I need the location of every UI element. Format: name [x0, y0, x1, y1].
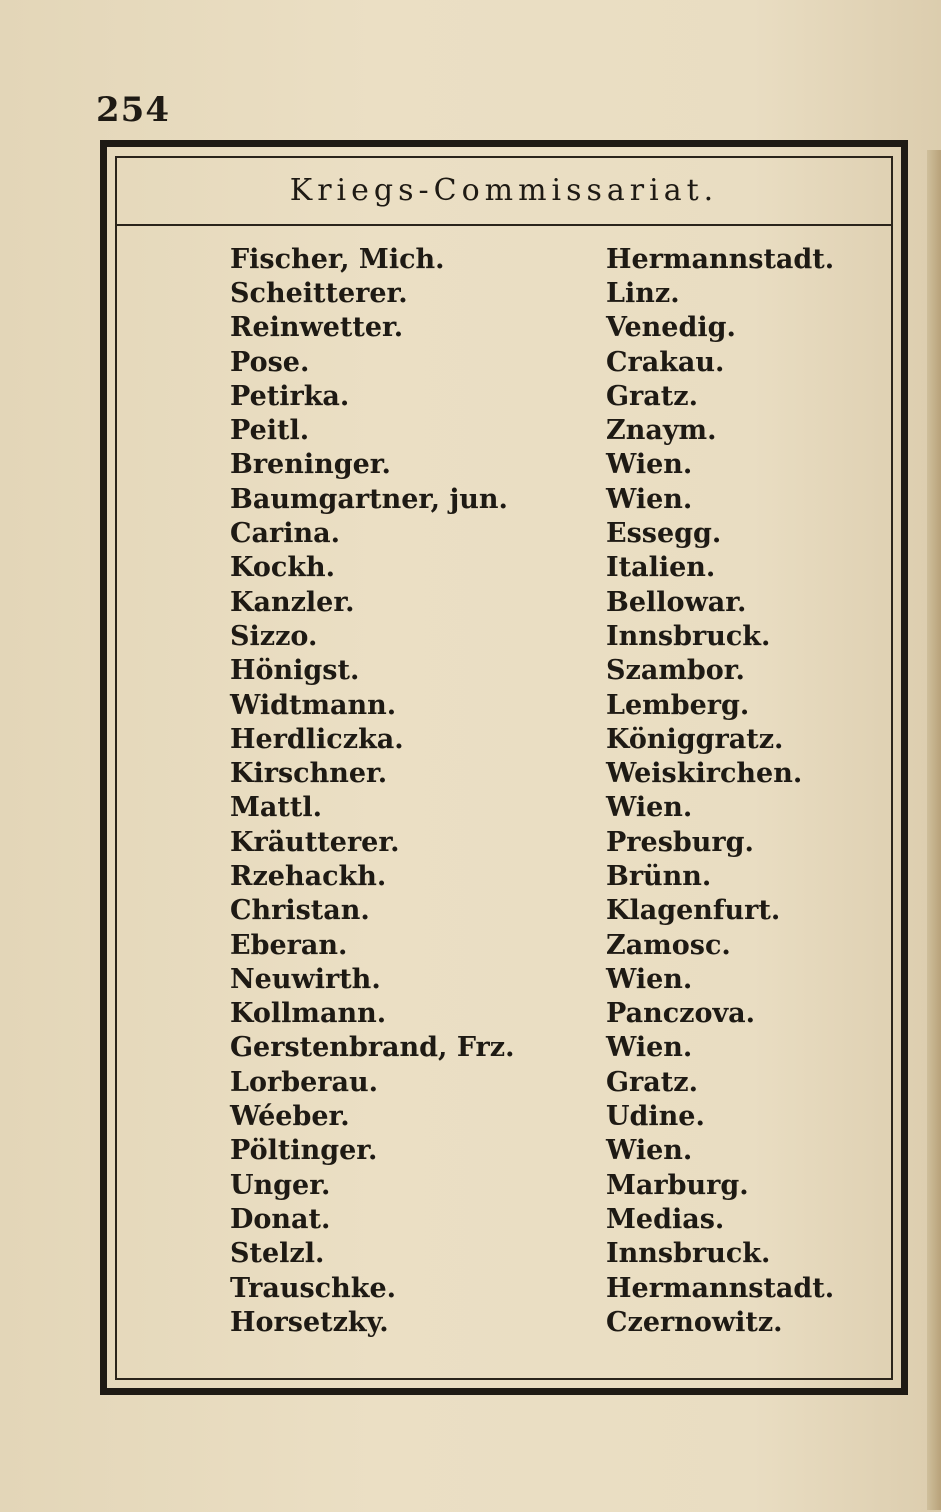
station-place: Medias. — [606, 1203, 725, 1235]
list-item — [230, 1237, 880, 1271]
list-item — [230, 242, 880, 276]
person-name: Kräutterer. — [230, 826, 400, 858]
person-name: Scheitterer. — [230, 277, 408, 309]
station-place: Wien. — [606, 963, 693, 995]
station-place: Udine. — [606, 1101, 705, 1133]
list-item — [230, 1305, 880, 1339]
person-name: Trauschke. — [230, 1272, 397, 1304]
list-item — [230, 825, 880, 859]
list-item — [230, 551, 880, 585]
station-place: Königgratz. — [606, 723, 784, 755]
station-place: Crakau. — [606, 346, 725, 378]
station-place: Innsbruck. — [606, 1238, 771, 1270]
station-place: Lemberg. — [606, 689, 750, 721]
station-place: Gratz. — [606, 380, 698, 412]
station-place: Wien. — [606, 792, 693, 824]
list-item — [230, 1099, 880, 1133]
person-name: Mattl. — [230, 792, 322, 824]
person-name: Kockh. — [230, 552, 336, 584]
station-place: Hermannstadt. — [606, 1272, 835, 1304]
commissariat-list — [230, 242, 880, 1340]
list-item — [230, 1271, 880, 1305]
person-name: Kanzler. — [230, 586, 355, 618]
person-name: Herdliczka. — [230, 723, 404, 755]
list-item — [230, 1065, 880, 1099]
station-place: Czernowitz. — [606, 1306, 783, 1338]
list-item — [230, 997, 880, 1031]
person-name: Wéeber. — [230, 1101, 350, 1133]
list-item — [230, 654, 880, 688]
person-name: Christan. — [230, 895, 370, 927]
list-item — [230, 619, 880, 653]
person-name: Lorberau. — [230, 1066, 379, 1098]
station-place: Weiskirchen. — [606, 758, 803, 790]
person-name: Horsetzky. — [230, 1306, 389, 1338]
list-item — [230, 791, 880, 825]
station-place: Gratz. — [606, 1066, 698, 1098]
list-item — [230, 482, 880, 516]
list-item — [230, 311, 880, 345]
station-place: Essegg. — [606, 518, 722, 550]
station-place: Znaym. — [606, 415, 717, 447]
person-name: Eberan. — [230, 929, 348, 961]
list-item — [230, 448, 880, 482]
station-place: Klagenfurt. — [606, 895, 781, 927]
person-name: Neuwirth. — [230, 963, 381, 995]
station-place: Wien. — [606, 449, 693, 481]
person-name: Gerstenbrand, Frz. — [230, 1032, 515, 1064]
person-name: Pose. — [230, 346, 310, 378]
person-name: Fischer, Mich. — [230, 243, 445, 275]
person-name: Sizzo. — [230, 620, 318, 652]
page-title: Kriegs-Commissariat. — [289, 172, 719, 208]
list-item — [230, 379, 880, 413]
person-name: Rzehackh. — [230, 860, 387, 892]
list-item — [230, 585, 880, 619]
person-name: Kollmann. — [230, 998, 387, 1030]
station-place: Szambor. — [606, 655, 745, 687]
person-name: Hönigst. — [230, 655, 360, 687]
person-name: Widtmann. — [230, 689, 397, 721]
station-place: Hermannstadt. — [606, 243, 835, 275]
person-name: Kirschner. — [230, 758, 388, 790]
station-place: Presburg. — [606, 826, 754, 858]
heading-box — [115, 156, 893, 226]
station-place: Italien. — [606, 552, 716, 584]
station-place: Innsbruck. — [606, 620, 771, 652]
page-edge — [927, 150, 941, 1510]
station-place: Wien. — [606, 483, 693, 515]
list-item — [230, 722, 880, 756]
station-place: Marburg. — [606, 1169, 749, 1201]
station-place: Linz. — [606, 277, 680, 309]
list-item — [230, 894, 880, 928]
station-place: Panczova. — [606, 998, 756, 1030]
list-item — [230, 276, 880, 310]
list-item — [230, 1168, 880, 1202]
person-name: Stelzl. — [230, 1238, 325, 1270]
station-place: Bellowar. — [606, 586, 747, 618]
station-place: Brünn. — [606, 860, 712, 892]
person-name: Donat. — [230, 1203, 331, 1235]
person-name: Carina. — [230, 518, 340, 550]
list-item — [230, 928, 880, 962]
list-item — [230, 688, 880, 722]
person-name: Breninger. — [230, 449, 391, 481]
list-item — [230, 413, 880, 447]
person-name: Baumgartner, jun. — [230, 483, 508, 515]
list-item — [230, 756, 880, 790]
station-place: Wien. — [606, 1032, 693, 1064]
person-name: Peitl. — [230, 415, 310, 447]
list-item — [230, 1202, 880, 1236]
page-number: 254 — [96, 90, 170, 130]
station-place: Venedig. — [606, 312, 736, 344]
station-place: Zamosc. — [606, 929, 731, 961]
person-name: Pöltinger. — [230, 1135, 378, 1167]
list-item — [230, 1134, 880, 1168]
station-place: Wien. — [606, 1135, 693, 1167]
person-name: Unger. — [230, 1169, 331, 1201]
list-item — [230, 859, 880, 893]
list-item — [230, 962, 880, 996]
list-item — [230, 1031, 880, 1065]
person-name: Petirka. — [230, 380, 350, 412]
list-item — [230, 345, 880, 379]
list-item — [230, 516, 880, 550]
person-name: Reinwetter. — [230, 312, 404, 344]
